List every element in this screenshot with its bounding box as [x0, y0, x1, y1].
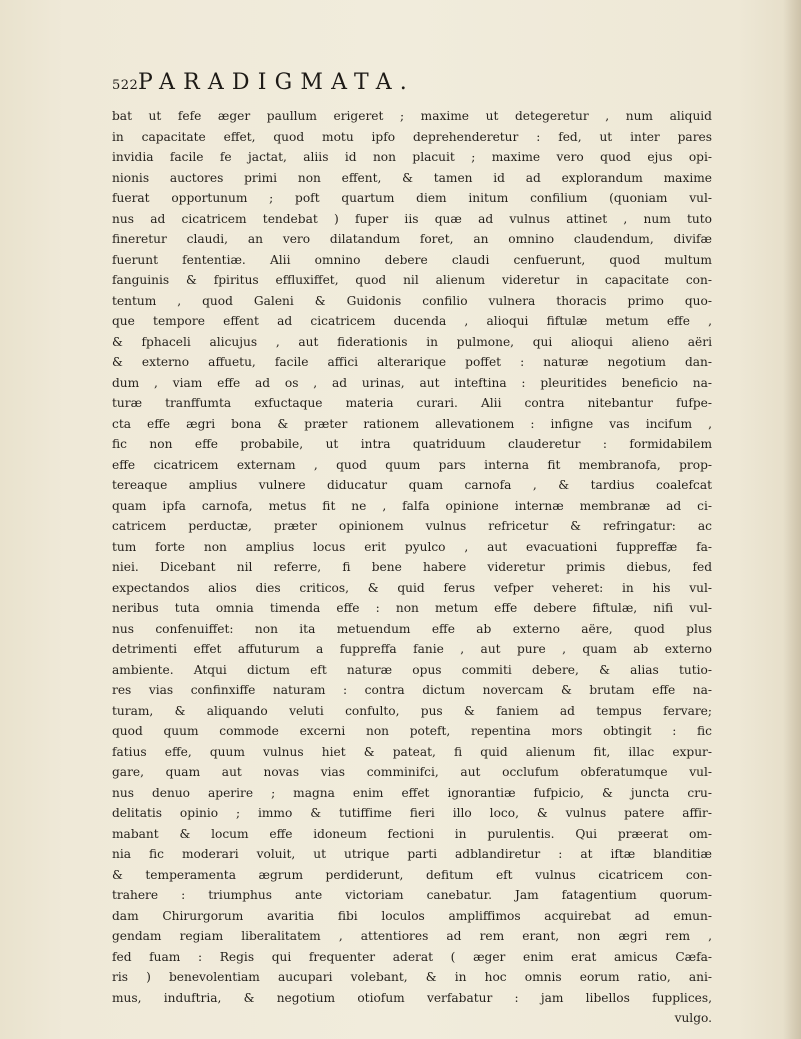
text-line: nus ad cicatricem tendebat ) fuper iis quæ ad vulnus attinet , num tuto: [112, 211, 712, 226]
text-line: dam Chirurgorum avaritia fibi loculos ampliffimos acquirebat ad emun-: [112, 908, 712, 923]
text-line: quod quum commode excerni non poteft, repentina mors obtingit : fic: [112, 724, 712, 738]
text-line: & temperamenta ægrum perdiderunt, defitum eft vulnus cicatricem con-: [112, 867, 712, 882]
page-header: [112, 70, 712, 102]
text-line: niei. Dicebant nil referre, fi bene habere videretur primis diebus, fed: [112, 560, 712, 574]
text-line: bat ut fefe æger paullum erigeret ; maxime ut detegeretur , num aliquid: [112, 109, 712, 123]
catchword: vulgo.: [674, 1011, 712, 1025]
text-line: gare, quam aut novas vias comminifci, aut occlufum obferatumque vul-: [112, 765, 712, 779]
text-line: detrimenti effet affuturum a fuppreffa fanie , aut pure , quam ab externo: [112, 642, 712, 656]
body-text: [112, 106, 712, 1029]
text-line: invidia facile fe jactat, aliis id non placuit ; maxime vero quod ejus opi-: [112, 150, 712, 164]
text-line: fuerat opportunum ; poft quartum diem initum confilium (quoniam vul-: [112, 191, 712, 205]
text-line: fed fuam : Regis qui frequenter aderat ( æger enim erat amicus Cæfa-: [112, 949, 712, 964]
text-line: neribus tuta omnia timenda effe : non metum effe debere fiftulæ, nifi vul-: [112, 601, 712, 615]
text-line: fineretur claudi, an vero dilatandum foret, an omnino claudendum, divifæ: [112, 232, 712, 246]
text-line: fuerunt fententiæ. Alii omnino debere claudi cenfuerunt, quod multum: [112, 252, 712, 267]
text-line: mus, induftria, & negotium otiofum verfabatur : jam libellos fupplices,: [112, 990, 712, 1005]
text-line: in capacitate effet, quod motu ipfo deprehenderetur : fed, ut inter pares: [112, 129, 712, 144]
running-title: PARADIGMATA.: [138, 70, 415, 95]
text-line: catricem perductæ, præter opinionem vulnus refricetur & refringatur: ac: [112, 519, 712, 533]
text-line: nus denuo aperire ; magna enim effet ignorantiæ fufpicio, & juncta cru-: [112, 785, 712, 800]
text-line: res vias confinxiffe naturam : contra dictum novercam & brutam effe na-: [112, 683, 712, 697]
text-line: nia fic moderari voluit, ut utrique parti adblandiretur : at iftæ blanditiæ: [112, 847, 712, 861]
text-line: turam, & aliquando veluti confulto, pus & faniem ad tempus fervare;: [112, 703, 712, 718]
text-line: ambiente. Atqui dictum eft naturæ opus commiti debere, & alias tutio-: [112, 662, 712, 677]
text-line: delitatis opinio ; immo & tutiffime fieri illo loco, & vulnus patere affir-: [112, 806, 712, 820]
text-line: quam ipfa carnofa, metus fit ne , falfa opinione internæ membranæ ad ci-: [112, 498, 712, 513]
text-line: fanguinis & fpiritus effluxiffet, quod nil alienum videretur in capacitate con-: [112, 273, 712, 287]
page-edge-shadow: [783, 0, 801, 1039]
text-line: effe cicatricem externam , quod quum pars interna fit membranofa, prop-: [112, 457, 712, 472]
text-line: & externo affuetu, facile affici alterarique poffet : naturæ negotium dan-: [112, 355, 712, 369]
text-line: gendam regiam liberalitatem , attentiores ad rem erant, non ægri rem ,: [112, 929, 712, 943]
text-line: que tempore effent ad cicatricem ducenda , alioqui fiftulæ metum effe ,: [112, 314, 712, 328]
text-line: mabant & locum effe idoneum fectioni in purulentis. Qui præerat om-: [112, 826, 712, 841]
text-line: & fphaceli alicujus , aut fiderationis in pulmone, qui alioqui alieno aëri: [112, 334, 712, 349]
text-line: tum forte non amplius locus erit pyulco , aut evacuationi fuppreffæ fa-: [112, 539, 712, 554]
text-line: turæ tranffumta exfuctaque materia curari. Alii contra nitebantur fufpe-: [112, 396, 712, 410]
text-line: fic non effe probabile, ut intra quatriduum clauderetur : formidabilem: [112, 437, 712, 451]
text-line: trahere : triumphus ante victoriam canebatur. Jam fatagentium quorum-: [112, 888, 712, 902]
text-line: expectandos alios dies criticos, & quid ferus vefper veheret: in his vul-: [112, 580, 712, 595]
page-number: 522: [112, 78, 139, 93]
text-line: cta effe ægri bona & præter rationem allevationem : infigne vas incifum ,: [112, 416, 712, 431]
text-line: nus confenuiffet: non ita metuendum effe ab externo aëre, quod plus: [112, 621, 712, 636]
text-line: dum , viam effe ad os , ad urinas, aut inteftina : pleuritides beneficio na-: [112, 375, 712, 390]
text-line: tereaque amplius vulnere diducatur quam carnofa , & tardius coalefcat: [112, 478, 712, 492]
text-line: fatius effe, quum vulnus hiet & pateat, fi quid alienum fit, illac expur-: [112, 744, 712, 759]
text-line: nionis auctores primi non effent, & tamen id ad explorandum maxime: [112, 170, 712, 185]
text-line: tentum , quod Galeni & Guidonis confilio vulnera thoracis primo quo-: [112, 293, 712, 308]
text-line: ris ) benevolentiam aucupari volebant, & in hoc omnis eorum ratio, ani-: [112, 970, 712, 984]
